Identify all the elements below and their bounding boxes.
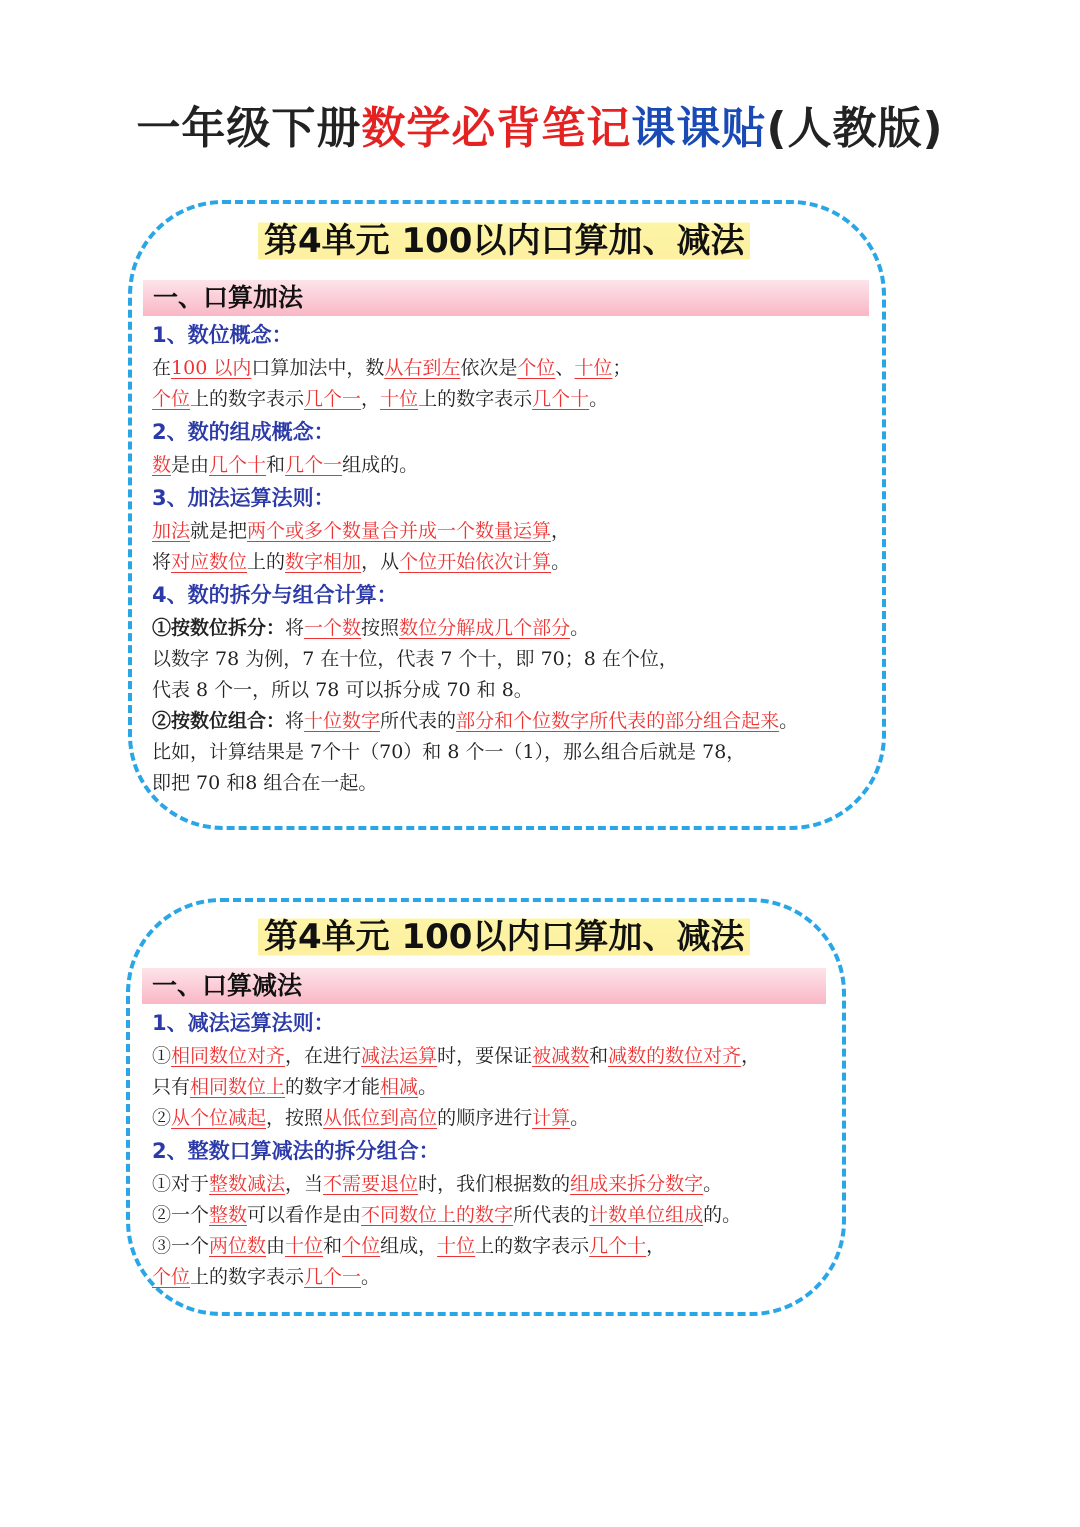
text-line: ②从个位减起，按照从低位到高位的顺序进行计算。: [152, 1107, 590, 1129]
text-line: ①按数位拆分：将一个数按照数位分解成几个部分。: [152, 617, 590, 639]
text-line: ①相同数位对齐，在进行减法运算时，要保证被减数和减数的数位对齐，: [152, 1045, 761, 1067]
text-line: 在100 以内口算加法中，数从右到左依次是个位、十位；: [152, 357, 632, 379]
title-part-1: 一年级下册: [136, 103, 362, 154]
text-line: 个位上的数字表示几个一，十位上的数字表示几个十。: [152, 388, 609, 410]
text-line: ③一个两位数由十位和个位组成，十位上的数字表示几个十，: [152, 1235, 666, 1257]
heading-composition: 2、数的组成概念：: [152, 420, 335, 444]
text-line: 个位上的数字表示几个一。: [152, 1266, 381, 1288]
title-part-2: 数学必背笔记: [361, 103, 632, 154]
text-line: 只有相同数位上的数字才能相减。: [152, 1076, 438, 1098]
heading-integer-subtraction: 2、整数口算减法的拆分组合：: [152, 1139, 440, 1163]
text-line: ②按数位组合：将十位数字所代表的部分和个位数字所代表的部分组合起来。: [152, 710, 799, 732]
heading-subtraction-rule: 1、减法运算法则：: [152, 1011, 335, 1035]
text-line: 以数字 78 为例，7 在十位，代表 7 个十，即 70；8 在个位，: [152, 648, 678, 670]
heading-addition-rule: 3、加法运算法则：: [152, 486, 335, 510]
page-title: [0, 92, 1080, 156]
section-header: 一、口算减法: [142, 968, 826, 1004]
heading-split-combine: 4、数的拆分与组合计算：: [152, 583, 398, 607]
heading-place-value: 1、数位概念：: [152, 323, 293, 347]
title-part-3: 课课贴: [631, 103, 767, 154]
unit-title: 第4单元 100以内口算加、减法: [258, 218, 750, 264]
text-line: 比如，计算结果是 7个十（70）和 8 个一（1），那么组合后就是 78，: [152, 741, 746, 763]
text-line: ①对于整数减法，当不需要退位时，我们根据数的组成来拆分数字。: [152, 1173, 723, 1195]
title-part-4: (人教版): [766, 103, 944, 154]
section-header: 一、口算加法: [143, 280, 869, 316]
text-line: ②一个整数可以看作是由不同数位上的数字所代表的计数单位组成的。: [152, 1204, 742, 1226]
text-line: 代表 8 个一，所以 78 可以拆分成 70 和 8。: [152, 679, 533, 701]
text-line: 加法就是把两个或多个数量合并成一个数量运算，: [152, 520, 571, 542]
unit-title: 第4单元 100以内口算加、减法: [258, 914, 750, 960]
text-line: 即把 70 和8 组合在一起。: [152, 772, 378, 794]
text-line: 数是由几个十和几个一组成的。: [152, 454, 419, 476]
text-line: 将对应数位上的数字相加，从个位开始依次计算。: [152, 551, 571, 573]
